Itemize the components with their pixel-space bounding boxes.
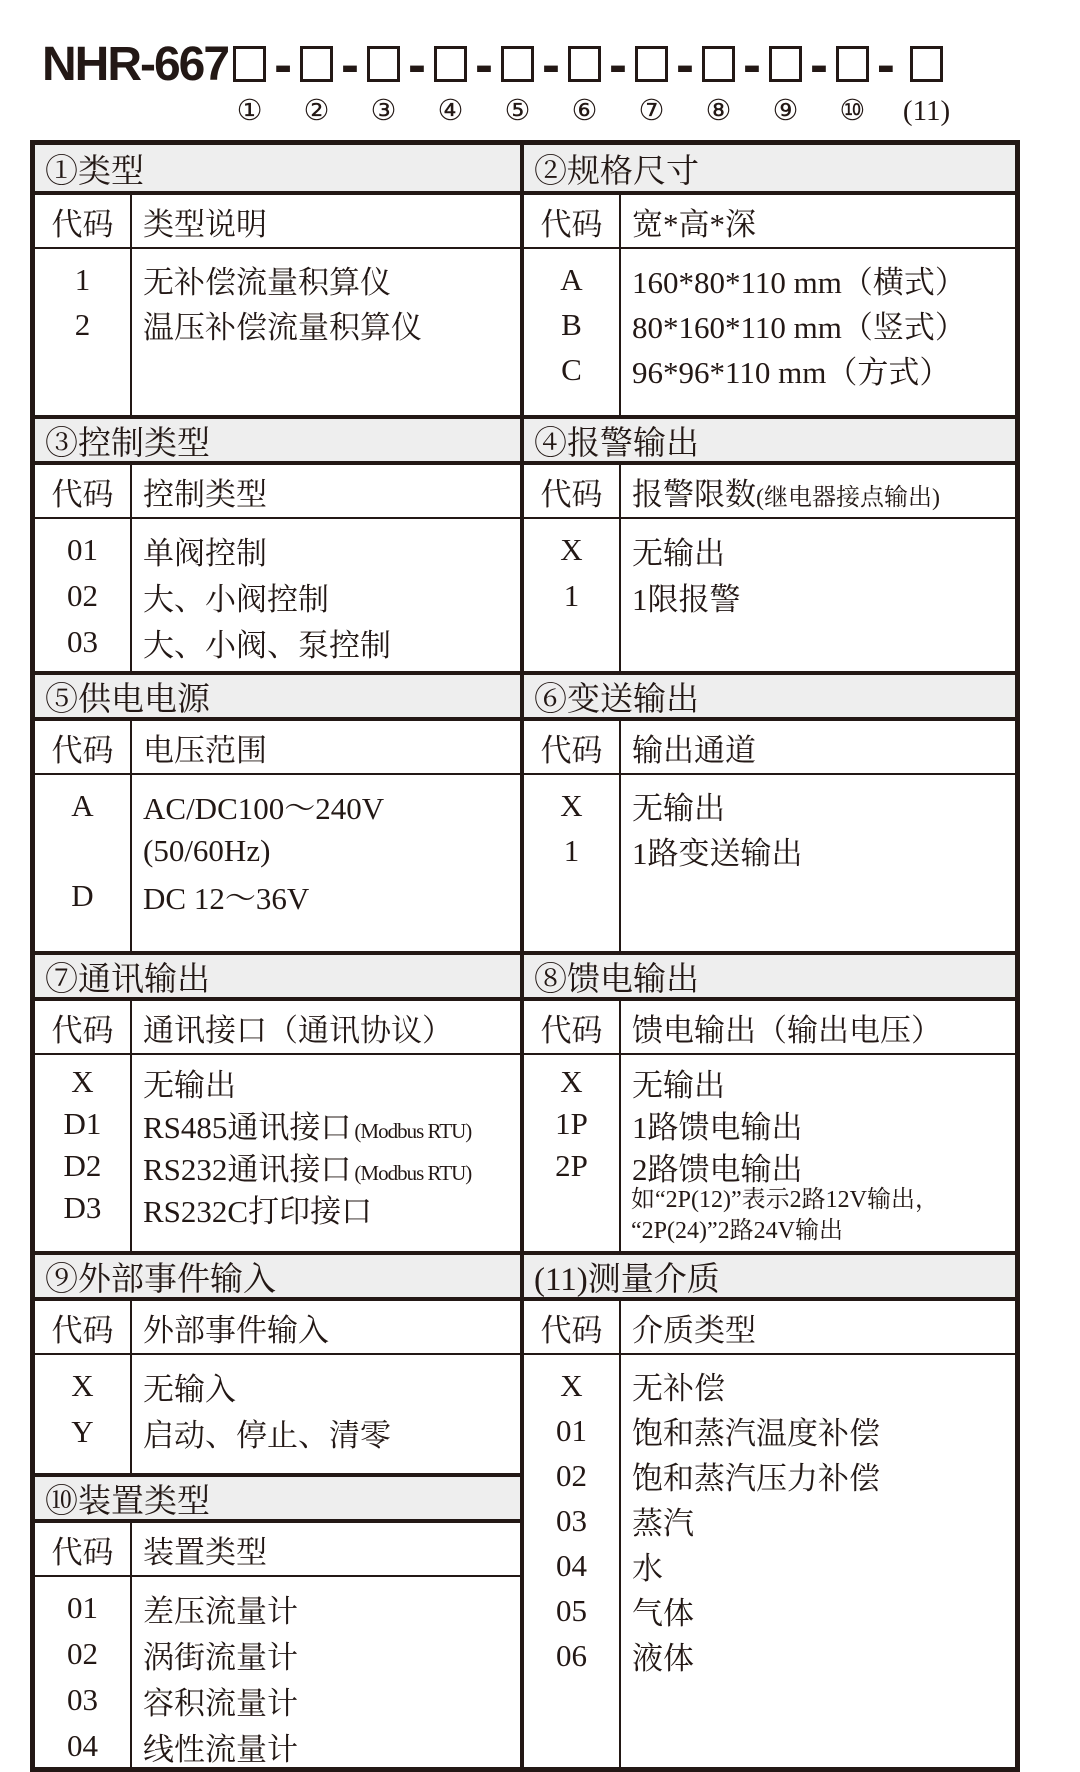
table-row xyxy=(35,257,520,302)
row-desc: 无输出 xyxy=(632,535,725,571)
model-code-box xyxy=(635,46,668,82)
table-row xyxy=(524,1588,1015,1633)
table-rows xyxy=(35,519,520,665)
row-desc: 大、小阀、泵控制 xyxy=(143,627,391,663)
column-divider xyxy=(619,1301,621,1767)
desc-column-header: 类型说明 xyxy=(143,206,267,242)
row-code: 1 xyxy=(74,261,91,297)
position-number: ⑧ xyxy=(705,95,732,127)
row-code: 02 xyxy=(556,1457,587,1493)
row-desc-suffix: (Modbus RTU) xyxy=(354,1118,472,1143)
table-header-row xyxy=(524,1001,1015,1055)
section-9-band xyxy=(35,1251,520,1301)
section-4-table xyxy=(520,465,1015,671)
row-desc: 无输入 xyxy=(143,1371,236,1407)
section-title: ③控制类型 xyxy=(45,425,210,462)
section-1-band xyxy=(35,145,520,195)
table-row xyxy=(524,1543,1015,1588)
model-position xyxy=(668,28,735,127)
row-desc: 液体 xyxy=(632,1641,694,1676)
desc-column-header: 电压范围 xyxy=(143,732,267,768)
model-code-box xyxy=(367,46,400,82)
code-column-header: 代码 xyxy=(51,206,114,242)
row-desc: RS485通讯接口 (Modbus RTU) xyxy=(143,1109,472,1145)
desc-column-header: 输出通道 xyxy=(632,732,756,768)
table-rows xyxy=(35,1355,520,1455)
table-row xyxy=(35,1723,520,1767)
section-7-band xyxy=(35,951,520,1001)
row-code: 01 xyxy=(556,1412,587,1448)
model-code-box xyxy=(702,46,735,82)
section-1-table xyxy=(35,195,520,415)
column-divider xyxy=(130,1523,132,1767)
table-row xyxy=(35,1103,520,1145)
column-divider xyxy=(130,195,132,415)
row-code: X xyxy=(560,1367,583,1403)
table-row xyxy=(35,1409,520,1455)
row-desc: RS232通讯接口 (Modbus RTU) xyxy=(143,1151,472,1187)
model-position xyxy=(601,28,668,127)
row-code: X xyxy=(560,787,583,823)
model-position xyxy=(869,28,950,127)
table-header-row xyxy=(524,195,1015,249)
row-code: 1 xyxy=(563,578,580,613)
code-column-header: 代码 xyxy=(51,1312,114,1348)
section-title: ②规格尺寸 xyxy=(534,153,699,190)
row-code: 01 xyxy=(67,1590,98,1625)
table-rows xyxy=(35,1055,520,1229)
dash-separator: - xyxy=(475,35,493,95)
table-row xyxy=(35,573,520,619)
section-4-band xyxy=(520,415,1015,465)
dash-separator: - xyxy=(742,35,761,95)
table-header-row xyxy=(35,721,520,775)
column-divider xyxy=(130,465,132,671)
table-row xyxy=(524,783,1015,828)
section-9-table xyxy=(35,1301,520,1473)
code-column-header: 代码 xyxy=(540,732,603,768)
table-header-row xyxy=(35,1301,520,1355)
section-2-table xyxy=(520,195,1015,415)
row-code: 03 xyxy=(67,1682,98,1717)
row-code: 04 xyxy=(556,1547,587,1583)
row-desc: 温压补偿流量积算仪 xyxy=(143,310,422,345)
position-number: (11) xyxy=(902,95,951,127)
section-title: ⑤供电电源 xyxy=(45,681,210,718)
table-row xyxy=(524,1498,1015,1543)
model-position xyxy=(802,28,869,127)
model-code-box xyxy=(434,46,467,82)
row-desc: 大、小阀控制 xyxy=(143,581,329,617)
dash-separator: - xyxy=(341,35,360,95)
model-position xyxy=(266,28,333,127)
model-code-box xyxy=(769,46,802,82)
note-line: “2P(24)”2路24V输出 xyxy=(631,1218,843,1244)
position-number: ③ xyxy=(370,95,397,127)
row-code: 03 xyxy=(556,1502,587,1538)
table-header-row xyxy=(35,1523,520,1577)
table-row xyxy=(524,1103,1015,1145)
model-position xyxy=(735,28,802,127)
table-row xyxy=(524,1145,1015,1187)
section-10-band xyxy=(35,1473,520,1523)
row-desc: DC 12～36V xyxy=(143,881,310,916)
model-code-box xyxy=(501,46,534,82)
position-number: ② xyxy=(303,95,330,127)
model-position xyxy=(233,28,266,127)
model-code-diagram xyxy=(42,28,1080,134)
model-code-box xyxy=(910,46,943,82)
dash-separator: - xyxy=(608,35,627,95)
position-number: ⑥ xyxy=(571,95,598,127)
section-11-table xyxy=(520,1301,1015,1767)
table-rows xyxy=(524,519,1015,619)
section-6-band xyxy=(520,671,1015,721)
table-row xyxy=(524,302,1015,347)
table-row xyxy=(35,1145,520,1187)
row-code: B xyxy=(561,306,582,342)
table-row xyxy=(524,1453,1015,1498)
row-desc: 容积流量计 xyxy=(143,1685,298,1721)
column-divider xyxy=(130,1001,132,1251)
code-column-header: 代码 xyxy=(51,476,114,512)
row-desc: 无输出 xyxy=(632,791,725,826)
table-rows xyxy=(524,1355,1015,1678)
table-row xyxy=(35,1631,520,1677)
dash-separator: - xyxy=(876,35,895,95)
row-desc: 气体 xyxy=(632,1596,694,1631)
model-position xyxy=(467,28,534,127)
position-number: ⑤ xyxy=(504,95,531,127)
table-row xyxy=(35,527,520,573)
table-row xyxy=(35,619,520,665)
section-2-band xyxy=(520,145,1015,195)
section-title: (11)测量介质 xyxy=(534,1261,720,1298)
table-row xyxy=(35,302,520,347)
position-number: ⑦ xyxy=(638,95,665,127)
model-position xyxy=(534,28,601,127)
section-5-band xyxy=(35,671,520,721)
table-rows xyxy=(524,775,1015,873)
row-desc: 单阀控制 xyxy=(143,535,267,571)
row-desc: AC/DC100～240V xyxy=(143,791,385,826)
code-column-header: 代码 xyxy=(51,1534,114,1570)
row-code: 03 xyxy=(67,624,98,659)
section-8-band xyxy=(520,951,1015,1001)
section-title: ⑥变送输出 xyxy=(534,681,699,718)
table-row xyxy=(35,1585,520,1631)
row-desc: 饱和蒸汽压力补偿 xyxy=(632,1461,880,1496)
row-desc: 启动、停止、清零 xyxy=(143,1417,391,1453)
row-code: C xyxy=(561,351,582,387)
dash-separator: - xyxy=(542,35,560,95)
table-row xyxy=(35,1677,520,1723)
column-divider xyxy=(130,721,132,951)
row-code: 2 xyxy=(74,306,91,342)
row-code: D1 xyxy=(63,1106,102,1141)
code-column-header: 代码 xyxy=(540,206,603,242)
row-code: 1P xyxy=(555,1106,588,1141)
dash-separator: - xyxy=(408,35,427,95)
table-row xyxy=(524,257,1015,302)
section-title: ①类型 xyxy=(45,153,144,190)
row-code: A xyxy=(71,787,94,823)
table-header-row xyxy=(524,465,1015,519)
row-code: Y xyxy=(71,1414,94,1449)
table-rows xyxy=(524,249,1015,392)
position-number: ⑩ xyxy=(839,95,866,127)
row-desc: 80*160*110 mm（竖式） xyxy=(632,310,966,345)
section-3-table xyxy=(35,465,520,671)
model-code-box xyxy=(300,46,333,82)
section-title: ⑧馈电输出 xyxy=(534,961,699,998)
row-code: 2P xyxy=(555,1148,588,1183)
table-header-row xyxy=(524,721,1015,775)
row-desc: 饱和蒸汽温度补偿 xyxy=(632,1416,880,1451)
position-number: ⑨ xyxy=(772,95,799,127)
position-number: ① xyxy=(236,95,263,127)
model-position xyxy=(333,28,400,127)
note-line: 如“2P(12)”表示2路12V输出， xyxy=(631,1187,939,1213)
section-8-table xyxy=(520,1001,1015,1251)
code-column-header: 代码 xyxy=(51,1012,114,1048)
dash-separator: - xyxy=(274,35,293,95)
column-divider xyxy=(130,1301,132,1473)
table-row xyxy=(35,873,520,918)
section-title: ⑨外部事件输入 xyxy=(45,1261,276,1298)
section-note xyxy=(524,1185,1015,1247)
row-desc: 96*96*110 mm（方式） xyxy=(632,355,951,390)
desc-column-header: 馈电输出（输出电压） xyxy=(632,1012,942,1048)
row-desc: 蒸汽 xyxy=(632,1506,694,1541)
section-10-table xyxy=(35,1523,520,1767)
section-3-band xyxy=(35,415,520,465)
column-divider xyxy=(619,1001,621,1251)
model-code-box xyxy=(836,46,869,82)
desc-column-header: 装置类型 xyxy=(143,1534,267,1570)
table-header-row xyxy=(35,465,520,519)
row-desc-suffix: (Modbus RTU) xyxy=(354,1160,472,1185)
row-code: A xyxy=(560,261,583,297)
row-desc: 1路馈电输出 xyxy=(632,1109,803,1145)
table-row xyxy=(524,573,1015,619)
table-header-row xyxy=(524,1301,1015,1355)
section-title: ⑩装置类型 xyxy=(45,1483,210,1520)
code-column-header: 代码 xyxy=(540,476,603,512)
column-divider xyxy=(619,465,621,671)
table-rows xyxy=(524,1055,1015,1187)
dash-separator: - xyxy=(675,35,694,95)
table-row xyxy=(35,783,520,828)
position-number: ④ xyxy=(437,95,464,127)
row-code: X xyxy=(560,532,583,567)
row-code: 02 xyxy=(67,578,98,613)
row-code: 05 xyxy=(556,1592,587,1628)
model-position xyxy=(400,28,467,127)
row-code: X xyxy=(71,1064,94,1099)
row-desc: 无补偿流量积算仪 xyxy=(143,265,391,300)
row-desc: 1路变送输出 xyxy=(632,836,803,871)
table-row xyxy=(524,527,1015,573)
section-title: ④报警输出 xyxy=(534,425,699,462)
row-desc: 无补偿 xyxy=(632,1371,725,1406)
table-rows xyxy=(35,249,520,347)
model-positions xyxy=(233,28,950,127)
column-divider xyxy=(619,721,621,951)
table-rows xyxy=(35,775,520,918)
row-desc: 1限报警 xyxy=(632,581,741,617)
row-code: D3 xyxy=(63,1190,102,1225)
sections-9-10-stack xyxy=(35,1301,520,1767)
table-row xyxy=(524,1408,1015,1453)
code-column-header: 代码 xyxy=(540,1012,603,1048)
table-row xyxy=(524,828,1015,873)
section-11-band xyxy=(520,1251,1015,1301)
table-row xyxy=(35,1061,520,1103)
row-desc: 水 xyxy=(632,1551,663,1586)
dash-separator: - xyxy=(809,35,828,95)
row-desc: 160*80*110 mm（横式） xyxy=(632,265,966,300)
desc-column-header: 介质类型 xyxy=(632,1312,756,1348)
row-code: X xyxy=(71,1368,94,1403)
table-row xyxy=(524,1061,1015,1103)
model-code-box xyxy=(233,46,266,82)
desc-column-header: 通讯接口（通讯协议） xyxy=(143,1012,453,1048)
row-code: 02 xyxy=(67,1636,98,1671)
section-7-table xyxy=(35,1001,520,1251)
section-5-table xyxy=(35,721,520,951)
code-column-header: 代码 xyxy=(540,1312,603,1348)
table-row xyxy=(35,1363,520,1409)
desc-column-header: 控制类型 xyxy=(143,476,267,512)
table-row xyxy=(524,347,1015,392)
desc-header-suffix: (继电器接点输出) xyxy=(756,484,940,511)
code-column-header: 代码 xyxy=(51,732,114,768)
desc-column-header: 宽*高*深 xyxy=(632,206,756,242)
table-row xyxy=(524,1633,1015,1678)
row-desc: 差压流量计 xyxy=(143,1593,298,1629)
row-desc: RS232C打印接口 xyxy=(143,1193,373,1229)
row-desc: 无输出 xyxy=(632,1067,725,1103)
desc-column-header: 报警限数(继电器接点输出) xyxy=(632,476,940,512)
row-desc: 无输出 xyxy=(143,1067,236,1103)
row-desc: 线性流量计 xyxy=(143,1731,298,1767)
row-desc: 涡街流量计 xyxy=(143,1639,298,1675)
table-row xyxy=(35,1187,520,1229)
table-rows xyxy=(35,1577,520,1767)
table-row xyxy=(35,828,520,873)
row-code: X xyxy=(560,1064,583,1099)
section-6-table xyxy=(520,721,1015,951)
column-divider xyxy=(619,195,621,415)
row-code: 06 xyxy=(556,1637,587,1673)
row-code: 04 xyxy=(67,1728,98,1763)
table-header-row xyxy=(35,1001,520,1055)
model-code-box xyxy=(568,46,601,82)
ordering-table xyxy=(30,140,1020,1772)
section-title: ⑦通讯输出 xyxy=(45,961,210,998)
row-desc: 2路馈电输出 xyxy=(632,1151,803,1187)
row-code: D2 xyxy=(63,1148,102,1183)
table-row xyxy=(524,1363,1015,1408)
row-code: 01 xyxy=(67,532,98,567)
row-code: 1 xyxy=(563,832,580,868)
desc-column-header: 外部事件输入 xyxy=(143,1312,329,1348)
model-prefix: NHR-667 xyxy=(42,38,229,91)
table-header-row xyxy=(35,195,520,249)
row-code: D xyxy=(71,877,94,913)
row-desc: (50/60Hz) xyxy=(143,832,271,868)
